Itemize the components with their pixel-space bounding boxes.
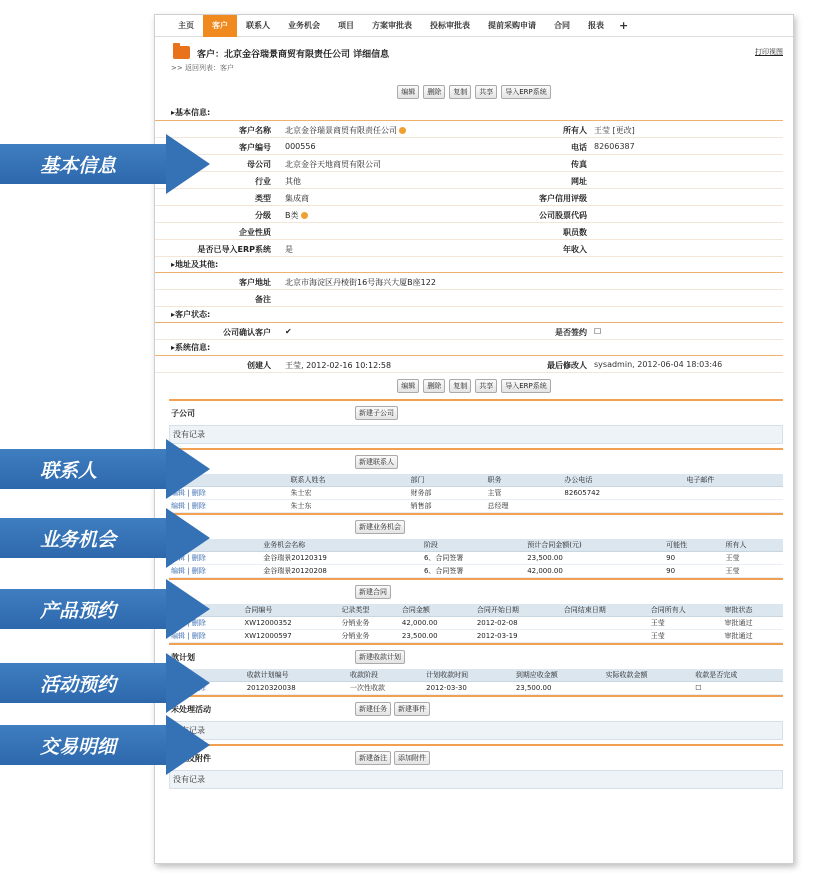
- field-row: [155, 121, 783, 138]
- field-row: [155, 206, 783, 223]
- no-record: 没有记录: [169, 721, 783, 740]
- import-erp-button[interactable]: 导入ERP系统: [501, 379, 551, 393]
- table-cell: 审批通过: [722, 617, 783, 630]
- overlay-label: 基本信息: [0, 144, 166, 184]
- payment-plan-table: [169, 669, 783, 695]
- no-record: 没有记录: [169, 425, 783, 444]
- nav-tab-bid[interactable]: 投标审批表: [430, 20, 470, 30]
- info-icon: [301, 212, 308, 219]
- field-value: 集成商: [285, 194, 309, 203]
- table-cell: 审批通过: [722, 630, 783, 643]
- field-label: 母公司: [247, 160, 271, 169]
- new-contact-button[interactable]: 新建联系人: [355, 455, 398, 469]
- panel-title: 联系人: [171, 458, 195, 467]
- field-label: 创建人: [247, 361, 271, 370]
- nav-tab-project[interactable]: 项目: [338, 20, 354, 30]
- share-button[interactable]: 共享: [475, 85, 497, 99]
- overlay-arrow-transaction: [0, 725, 210, 765]
- table-cell: 6、合同签署: [422, 565, 525, 578]
- column-header[interactable]: 预计合同金额(元): [525, 539, 664, 552]
- table-row: [169, 617, 783, 630]
- row-actions[interactable]: 编辑 | 删除: [169, 630, 242, 643]
- field-value: sysadmin, 2012-06-04 18:03:46: [594, 360, 723, 369]
- nav-tab-home[interactable]: 主页: [178, 20, 194, 30]
- folder-icon: [173, 46, 190, 59]
- table-cell: [562, 617, 649, 630]
- delete-button[interactable]: 删除: [423, 379, 445, 393]
- field-row: [155, 138, 783, 155]
- share-button[interactable]: 共享: [475, 379, 497, 393]
- table-row: [169, 487, 783, 500]
- field-label: 分级: [255, 211, 271, 220]
- field-value: 000556: [285, 142, 316, 151]
- column-header[interactable]: 计划收款时间: [424, 669, 514, 682]
- field-label: 公司确认客户: [223, 328, 271, 337]
- field-row: [155, 273, 783, 290]
- column-header[interactable]: 部门: [409, 474, 486, 487]
- overlay-label: 交易明细: [0, 725, 166, 765]
- table-cell: 财务部: [409, 487, 486, 500]
- table-cell: 销售部: [409, 500, 486, 513]
- row-actions[interactable]: 编辑 | 删除: [169, 682, 245, 695]
- field-value: 其他: [285, 177, 301, 186]
- table-header: [169, 604, 783, 617]
- field-label: 电话: [571, 143, 587, 152]
- field-row: [155, 290, 783, 307]
- nav-tab-purchase[interactable]: 提前采购申请: [488, 20, 536, 30]
- overlay-arrow-basic: [0, 144, 210, 184]
- field-label: 网址: [571, 177, 587, 186]
- field-label: 传真: [571, 160, 587, 169]
- page-title: 客户：北京金谷瑞景商贸有限责任公司 详细信息: [197, 50, 390, 60]
- table-cell: 6、合同签署: [422, 552, 525, 565]
- column-header[interactable]: 所有人: [724, 539, 783, 552]
- overlay-label: 活动预约: [0, 663, 166, 703]
- opportunity-panel: [169, 513, 783, 578]
- column-header[interactable]: 收款是否完成: [693, 669, 783, 682]
- panel-title: 备注及附件: [171, 754, 211, 763]
- field-label: 客户编号: [239, 143, 271, 152]
- nav-tab-contract[interactable]: 合同: [554, 20, 570, 30]
- field-value: 北京市海淀区丹棱街16号海兴大厦B座122: [285, 278, 436, 287]
- page-header: [155, 37, 793, 71]
- field-value: B类: [285, 210, 308, 221]
- column-header[interactable]: 合同编号: [242, 604, 339, 617]
- table-cell: 42,000.00: [400, 617, 475, 630]
- field-row: [155, 155, 783, 172]
- opportunity-table: [169, 539, 783, 578]
- table-cell: 82605742: [562, 487, 684, 500]
- field-label: 备注: [255, 295, 271, 304]
- field-value: 82606387: [594, 142, 635, 151]
- field-row: [155, 356, 783, 373]
- field-value: 王莹 [更改]: [594, 126, 635, 135]
- field-value: 北京金谷天地商贸有限公司: [285, 160, 381, 169]
- table-cell: 20120320038: [245, 682, 348, 695]
- copy-button[interactable]: 复制: [449, 85, 471, 99]
- nav-tab-report[interactable]: 报表: [588, 20, 604, 30]
- table-cell: 朱士宏: [288, 487, 408, 500]
- column-header[interactable]: 审批状态: [722, 604, 783, 617]
- table-cell: [604, 682, 694, 695]
- column-header[interactable]: 实际收款金额: [604, 669, 694, 682]
- column-header[interactable]: 电子邮件: [684, 474, 783, 487]
- row-actions[interactable]: 编辑 | 删除: [169, 487, 288, 500]
- field-label: 客户信用评级: [539, 194, 587, 203]
- section-system[interactable]: ▸系统信息:: [155, 340, 783, 356]
- field-label: 客户名称: [239, 126, 271, 135]
- breadcrumb[interactable]: >> 返回列表：客户: [171, 64, 234, 72]
- column-header[interactable]: 阶段: [422, 539, 525, 552]
- open-activity-panel: [169, 695, 783, 740]
- column-header[interactable]: 可能性: [664, 539, 723, 552]
- new-task-button[interactable]: 新建任务: [355, 702, 391, 716]
- field-label: 职员数: [563, 228, 587, 237]
- add-attachment-button[interactable]: 添加附件: [394, 751, 430, 765]
- column-header[interactable]: 合同开始日期: [475, 604, 562, 617]
- new-payment-plan-button[interactable]: 新建收款计划: [355, 650, 405, 664]
- table-cell: XW12000597: [242, 630, 339, 643]
- table-cell: 2012-03-19: [475, 630, 562, 643]
- table-row: [169, 552, 783, 565]
- subsidiary-panel: [169, 399, 783, 444]
- row-actions[interactable]: 编辑 | 删除: [169, 552, 261, 565]
- overlay-arrow-opportunity: [0, 518, 210, 558]
- import-erp-button[interactable]: 导入ERP系统: [501, 85, 551, 99]
- column-header[interactable]: 操作: [169, 604, 242, 617]
- table-cell: 王莹: [724, 552, 783, 565]
- table-cell: 2012-03-30: [424, 682, 514, 695]
- table-cell: 金谷瑞景20120208: [261, 565, 422, 578]
- panel-title: 子公司: [171, 409, 195, 418]
- table-cell: 朱士东: [288, 500, 408, 513]
- column-header[interactable]: 操作: [169, 539, 261, 552]
- table-cell: 王莹: [724, 565, 783, 578]
- table-header: [169, 474, 783, 487]
- table-cell: 金谷瑞景20120319: [261, 552, 422, 565]
- section-basic[interactable]: ▸基本信息:: [155, 105, 783, 121]
- table-cell: XW12000352: [242, 617, 339, 630]
- toolbar-top: [155, 85, 793, 99]
- print-view-link[interactable]: 打印视图: [755, 48, 783, 56]
- column-header[interactable]: 合同所有人: [649, 604, 723, 617]
- field-row: [155, 172, 783, 189]
- column-header[interactable]: 办公电话: [562, 474, 684, 487]
- table-row: [169, 630, 783, 643]
- row-actions[interactable]: 编辑 | 删除: [169, 565, 261, 578]
- field-label: 所有人: [563, 126, 587, 135]
- column-header[interactable]: 记录类型: [339, 604, 399, 617]
- column-header[interactable]: 合同结束日期: [562, 604, 649, 617]
- overlay-label: 业务机会: [0, 518, 166, 558]
- field-label: 公司股票代码: [539, 211, 587, 220]
- nav-tab-contact[interactable]: 联系人: [246, 20, 270, 30]
- crm-window: [154, 14, 794, 864]
- contact-table: [169, 474, 783, 513]
- payment-plan-panel: [169, 643, 783, 695]
- column-header[interactable]: 收款阶段: [348, 669, 424, 682]
- panel-title: 机会: [171, 523, 187, 532]
- table-cell: 90: [664, 552, 723, 565]
- table-header: [169, 669, 783, 682]
- panel-title: 同: [171, 588, 179, 597]
- info-icon: [399, 127, 406, 134]
- field-label: 最后修改人: [547, 361, 587, 370]
- new-subsidiary-button[interactable]: 新建子公司: [355, 406, 398, 420]
- top-nav: [155, 15, 793, 37]
- table-row: [169, 565, 783, 578]
- contact-panel: [169, 448, 783, 513]
- field-label: 年收入: [563, 245, 587, 254]
- table-cell: [684, 500, 783, 513]
- field-label: 企业性质: [239, 228, 271, 237]
- toolbar-bottom: [155, 379, 793, 393]
- table-cell: 一次性收款: [348, 682, 424, 695]
- field-row: [155, 223, 783, 240]
- field-value: ☐: [594, 327, 602, 336]
- table-cell: 王莹: [649, 630, 723, 643]
- add-tab-icon[interactable]: +: [619, 19, 629, 32]
- nav-tab-customer[interactable]: 客户: [203, 15, 237, 37]
- overlay-arrow-contact: [0, 449, 210, 489]
- field-row: [155, 189, 783, 206]
- nav-tab-solution[interactable]: 方案审批表: [372, 20, 412, 30]
- new-event-button[interactable]: 新建事件: [394, 702, 430, 716]
- contract-table: [169, 604, 783, 643]
- table-cell: 42,000.00: [525, 565, 664, 578]
- row-actions[interactable]: 编辑 | 删除: [169, 500, 288, 513]
- table-cell: 主管: [485, 487, 562, 500]
- table-cell: ☐: [693, 682, 783, 695]
- table-cell: [684, 487, 783, 500]
- row-actions[interactable]: 编辑 | 删除: [169, 617, 242, 630]
- table-cell: 23,500.00: [525, 552, 664, 565]
- table-cell: 王莹: [649, 617, 723, 630]
- field-value: ✔: [285, 327, 292, 336]
- edit-button[interactable]: 编辑: [397, 85, 419, 99]
- column-header[interactable]: 联系人姓名: [288, 474, 408, 487]
- contract-panel: [169, 578, 783, 643]
- table-cell: 23,500.00: [514, 682, 604, 695]
- column-header[interactable]: 操作: [169, 669, 245, 682]
- field-label: 是否已导入ERP系统: [197, 245, 271, 254]
- column-header[interactable]: 合同金额: [400, 604, 475, 617]
- field-row: [155, 240, 783, 257]
- section-status[interactable]: ▸客户状态:: [155, 307, 783, 323]
- table-cell: [562, 500, 684, 513]
- table-cell: [562, 630, 649, 643]
- field-value: 是: [285, 245, 293, 254]
- field-label: 客户地址: [239, 278, 271, 287]
- edit-button[interactable]: 编辑: [397, 379, 419, 393]
- section-address[interactable]: ▸地址及其他:: [155, 257, 783, 273]
- panel-title: 款计划: [171, 653, 195, 662]
- copy-button[interactable]: 复制: [449, 379, 471, 393]
- field-row: [155, 323, 783, 340]
- column-header[interactable]: 到期应收金额: [514, 669, 604, 682]
- table-cell: 分销业务: [339, 630, 399, 643]
- overlay-label: 联系人: [0, 449, 166, 489]
- field-value: 王莹, 2012-02-16 10:12:58: [285, 361, 392, 370]
- table-cell: 90: [664, 565, 723, 578]
- nav-tab-opportunity[interactable]: 业务机会: [288, 20, 320, 30]
- panel-title: 未处理活动: [171, 705, 211, 714]
- new-contract-button[interactable]: 新建合同: [355, 585, 391, 599]
- new-opportunity-button[interactable]: 新建业务机会: [355, 520, 405, 534]
- table-row: [169, 682, 783, 695]
- column-header[interactable]: 操作: [169, 474, 288, 487]
- column-header[interactable]: 职务: [485, 474, 562, 487]
- table-cell: 总经理: [485, 500, 562, 513]
- table-cell: 分销业务: [339, 617, 399, 630]
- table-cell: 2012-02-08: [475, 617, 562, 630]
- new-note-button[interactable]: 新建备注: [355, 751, 391, 765]
- table-cell: 23,500.00: [400, 630, 475, 643]
- field-label: 是否签约: [555, 328, 587, 337]
- notes-panel: [169, 744, 783, 789]
- overlay-label: 产品预约: [0, 589, 166, 629]
- field-value: 北京金谷瑞景商贸有限责任公司: [285, 125, 406, 136]
- column-header[interactable]: 业务机会名称: [261, 539, 422, 552]
- table-header: [169, 539, 783, 552]
- field-label: 行业: [255, 177, 271, 186]
- delete-button[interactable]: 删除: [423, 85, 445, 99]
- field-label: 类型: [255, 194, 271, 203]
- overlay-arrow-activity: [0, 663, 210, 703]
- no-record: 没有记录: [169, 770, 783, 789]
- overlay-arrow-product: [0, 589, 210, 629]
- column-header[interactable]: 收款计划编号: [245, 669, 348, 682]
- table-row: [169, 500, 783, 513]
